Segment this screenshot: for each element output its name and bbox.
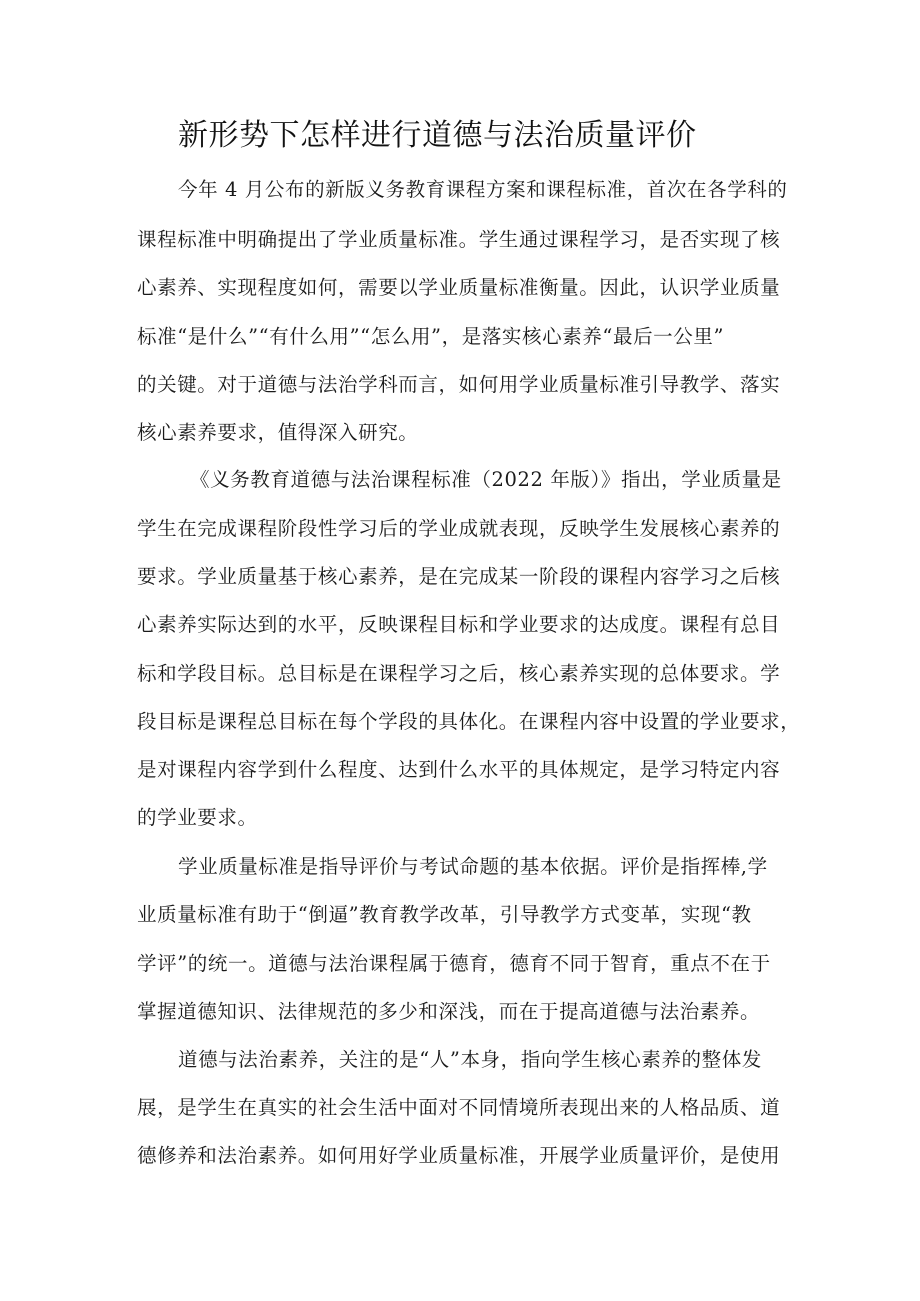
paragraph-1-line-2: 课程标准中明确提出了学业质量标准。学生通过课程学习，是否实现了核 xyxy=(137,228,781,251)
paragraph-3-line-3: 学评”的统一。道德与法治课程属于德育，德育不同于智育，重点不在于 xyxy=(137,952,771,975)
paragraph-3-line-1: 学业质量标准是指导评价与考试命题的基本依据。评价是指挥棒,学 xyxy=(178,855,768,878)
paragraph-2-line-6: 段目标是课程总目标在每个学段的具体化。在课程内容中设置的学业要求， xyxy=(137,710,801,733)
paragraph-3-line-4: 掌握道德知识、法律规范的多少和深浅，而在于提高道德与法治素养。 xyxy=(137,1000,761,1023)
paragraph-2-line-3: 要求。学业质量基于核心素养，是在完成某一阶段的课程内容学习之后核 xyxy=(137,565,781,588)
paragraph-1-line-6: 核心素养要求，值得深入研究。 xyxy=(137,421,419,444)
paragraph-3-line-2: 业质量标准有助于“倒逼”教育教学改革，引导教学方式变革，实现“教 xyxy=(137,903,752,926)
paragraph-1-line-1: 今年 4 月公布的新版义务教育课程方案和课程标准，首次在各学科的 xyxy=(178,178,788,201)
paragraph-1-line-4: 标准“是什么”“有什么用”“怎么用”，是落实核心素养“最后一公里” xyxy=(137,325,725,348)
paragraph-2-line-4: 心素养实际达到的水平，反映课程目标和学业要求的达成度。课程有总目 xyxy=(137,613,781,636)
paragraph-2-line-2: 学生在完成课程阶段性学习后的学业成就表现，反映学生发展核心素养的 xyxy=(137,517,781,540)
paragraph-2-line-1: 《义务教育道德与法治课程标准（2022 年版）》指出，学业质量是 xyxy=(190,468,782,491)
paragraph-2-line-5: 标和学段目标。总目标是在课程学习之后，核心素养实现的总体要求。学 xyxy=(137,662,781,685)
paragraph-4-line-1: 道德与法治素养，关注的是“人”本身，指向学生核心素养的整体发 xyxy=(178,1048,762,1071)
paragraph-4-line-3: 德修养和法治素养。如何用好学业质量标准，开展学业质量评价，是使用 xyxy=(137,1144,781,1167)
paragraph-1-line-5: 的关键。对于道德与法治学科而言，如何用学业质量标准引导教学、落实 xyxy=(137,373,781,396)
paragraph-1-line-3: 心素养、实现程度如何，需要以学业质量标准衡量。因此，认识学业质量 xyxy=(137,276,781,299)
paragraph-4-line-2: 展，是学生在真实的社会生活中面对不同情境所表现出来的人格品质、道 xyxy=(137,1096,781,1119)
paragraph-2-line-8: 的学业要求。 xyxy=(137,806,258,829)
document-title: 新形势下怎样进行道德与法治质量评价 xyxy=(178,118,697,153)
paragraph-2-line-7: 是对课程内容学到什么程度、达到什么水平的具体规定，是学习特定内容 xyxy=(137,758,781,781)
